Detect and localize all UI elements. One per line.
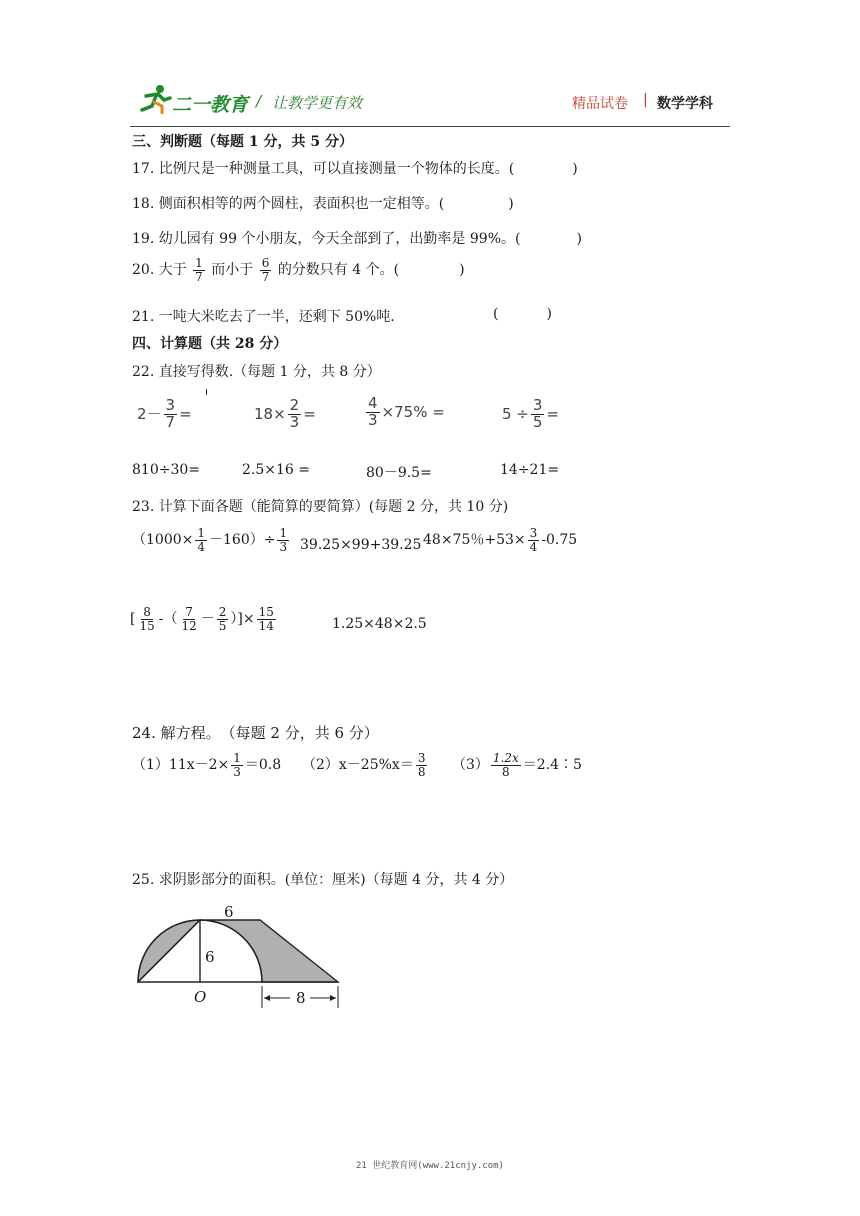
figure-height-label: 6 [205, 948, 215, 966]
question-24: 24. 解方程。 （每题 2 分，共 6 分） [132, 724, 379, 742]
q22-row2-item: 80－9.5= [366, 465, 432, 481]
question-18-text: 18. 侧面积相等的两个圆柱，表面积也一定相等。( [132, 196, 445, 212]
q22-item-c: $\frac{4}{3}$ ×75% = [368, 394, 445, 429]
q22-row2-item: 810÷30= [132, 462, 200, 478]
subject-label: 数学学科 [657, 96, 713, 112]
answer-close: ) [459, 262, 465, 279]
question-17 [132, 158, 578, 178]
figure-origin-label: O [194, 988, 207, 1006]
q22-item-d: 5 ÷ $\frac{3}{5}$ = [502, 396, 560, 431]
fraction-1-7: $\frac{1}{7}$ [195, 256, 203, 284]
q22-row2-item: 14÷21= [500, 462, 560, 478]
shaded-area-figure [130, 900, 350, 1040]
tick-mark [206, 389, 207, 395]
q24-eq-3: （3） $\frac{1.2x}{8}$ ＝2.4∶5 [452, 751, 582, 779]
question-21 [132, 306, 395, 326]
question-23: 23. 计算下面各题（能简算的要简算）(每题 2 分，共 10 分) [132, 499, 509, 515]
question-20-post: 的分数只有 4 个。( [277, 262, 400, 279]
question-22: 22. 直接写得数.（每题 1 分，共 8 分） [132, 364, 381, 380]
header-separator: | [643, 92, 648, 108]
answer-close: ) [576, 231, 582, 247]
q23-expr-5: 1.25×48×2.5 [332, 616, 427, 632]
question-20-pre: 20. 大于 [132, 262, 187, 279]
q22-row2-item: 2.5×16 = [242, 462, 310, 478]
header-rule [130, 126, 730, 127]
section-4-title: 四、计算题（共 28 分） [132, 336, 288, 352]
premium-label: 精品试卷 [572, 96, 628, 112]
brand-name: 二一教育 [172, 94, 249, 116]
fraction-6-7: $\frac{6}{7}$ [261, 256, 270, 284]
question-18 [132, 193, 514, 213]
section-3-title: 三、判断题（每题 1 分，共 5 分） [132, 134, 353, 150]
q22-item-a: 2－ $\frac{3}{7}$ = [137, 396, 192, 431]
runner-logo-icon [136, 84, 172, 114]
question-19 [132, 228, 582, 248]
page-footer: 21 世纪教育网(www.21cnjy.com) [356, 1161, 504, 1171]
q23-expr-2: 39.25×99+39.25 [300, 537, 422, 553]
question-21-bracket: ( ) [493, 306, 552, 322]
q23-expr-4: [ $\frac{8}{15}$ -（ $\frac{7}{12}$ － $\frac{2}{5}$ ）]× $\frac{15}{14}$ [130, 605, 274, 633]
q22-item-b: 18× $\frac{2}{3}$ = [254, 396, 316, 431]
figure-bottom-label: 8 [296, 989, 306, 1007]
brand-slogan: 让教学更有效 [272, 94, 363, 112]
question-20 [132, 257, 465, 283]
figure-top-label: 6 [224, 903, 234, 921]
q23-expr-1: （1000× $\frac{1}{4}$ －160）÷ $\frac{1}{3}$ [132, 526, 288, 554]
answer-close: ) [572, 161, 578, 177]
question-19-text: 19. 幼儿园有 99 个小朋友，今天全部到了，出勤率是 99%。( [132, 231, 521, 247]
question-20-mid: 而小于 [211, 262, 254, 279]
q23-expr-3: 48×75％+53× $\frac{3}{4}$ -0.75 [423, 526, 578, 554]
question-17-text: 17. 比例尺是一种测量工具，可以直接测量一个物体的长度。( [132, 161, 515, 177]
question-21-text: 21. 一吨大米吃去了一半，还剩下 50%吨. [132, 309, 395, 325]
q24-eq-2: （2）x－25%x＝ $\frac{3}{8}$ [302, 751, 426, 779]
answer-close: ) [508, 196, 514, 212]
q24-eq-1: （1）11x－2× $\frac{1}{3}$ ＝0.8 [132, 751, 282, 779]
brand-logo [136, 84, 172, 114]
brand-slash: / [256, 92, 262, 110]
question-25: 25. 求阴影部分的面积。(单位：厘米)（每题 4 分，共 4 分） [132, 872, 514, 888]
